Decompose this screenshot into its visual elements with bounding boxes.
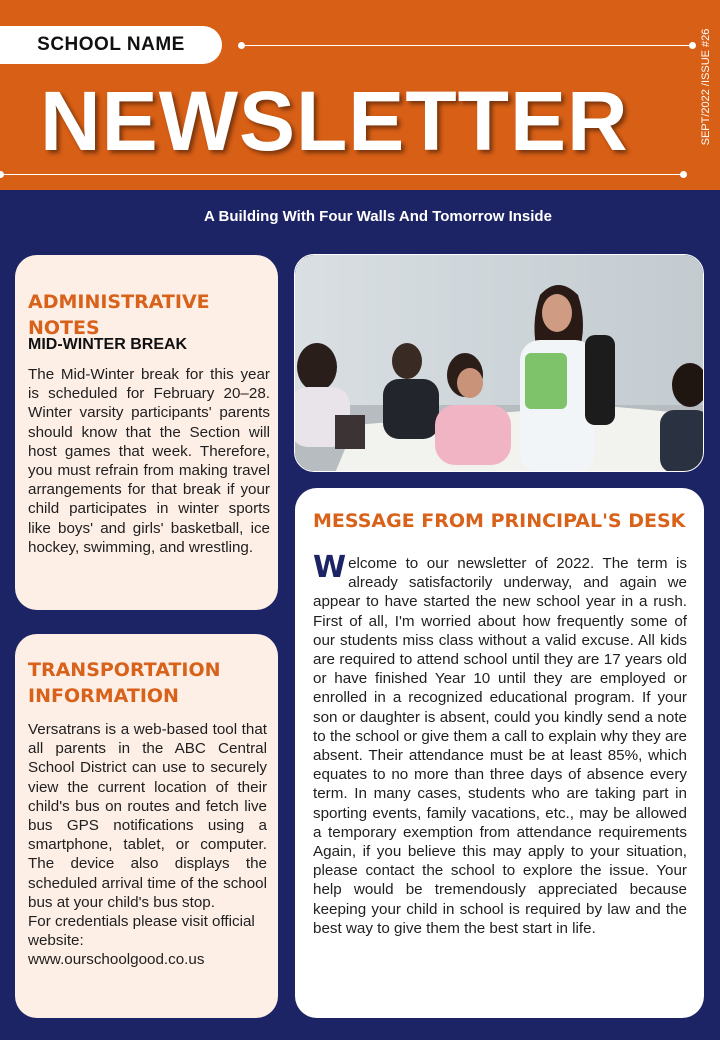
newsletter-title: NEWSLETTER [40, 74, 629, 168]
classroom-photo [294, 254, 704, 472]
principal-message-text: elcome to our newsletter of 2022. The term is already satisfactorily underway, and again we appear to have started the new school year in a rush. First of all, I'm worried about how frequently some of our students miss class without a valid excuse. All kids are required to attend school until they are 17 years old or have finished Year 10 until they are employed or enrolled in a recognized educational program. If your son or daughter is absent, could you kindly send a note to the school or give them a call to explain why they are absent. Their attendance must be at least 85%, which equates to no more than three days of absence every term. In many cases, students who are taking part in sporting events, family vacations, etc., may be allowed a temporary exemption from attendance requirements Again, if you believe this may apply to your situation, please contact the school to explore the issue. Your help would be tremendously appreciated because keeping your child in school is required by law and the best way to give them the best start in life. [313, 555, 687, 937]
principal-heading: MESSAGE FROM PRINCIPAL'S DESK [313, 510, 686, 532]
principal-message-body [313, 550, 687, 938]
credentials-text: For credentials please visit official website: [28, 913, 255, 950]
principal-message-card [295, 488, 704, 1018]
admin-notes-heading: ADMINISTRATIVE NOTES [28, 291, 210, 339]
website-link[interactable]: www.ourschoolgood.co.us [28, 951, 205, 969]
transportation-heading: TRANSPORTATION INFORMATION [28, 659, 221, 707]
dropcap-letter: W [313, 550, 347, 585]
transportation-card [15, 634, 278, 1018]
transportation-content [28, 720, 267, 970]
issue-label: SEPT/2022 /ISSUE #26 [700, 28, 712, 146]
school-name: SCHOOL NAME [37, 34, 185, 55]
newsletter-header [0, 0, 720, 190]
school-name-badge [0, 26, 222, 64]
transportation-body: Versatrans is a web-based tool that all parents in the ABC Central School District can use to securely view the current location of their child's bus on routes and fetch live bus GPS notifications using a smartphone, tablet, or computer. The device also displays the scheduled arrival time of the school bus at your child's bus stop. [28, 721, 267, 911]
admin-notes-body: The Mid-Winter break for this year is scheduled for February 20–28. Winter varsity participants' parents should know that the Section will host games that week. Therefore, you must refrain from making travel arrangements for that break if your child participates in winter sports like boys' and girls' basketball, ice hockey, swimming, and wrestling. [28, 366, 270, 556]
divider-dot [689, 42, 696, 49]
mid-winter-break-heading: MID-WINTER BREAK [28, 336, 188, 353]
divider-line-bottom [0, 174, 684, 175]
admin-notes-card [15, 255, 278, 610]
divider-line-top [242, 45, 692, 46]
tagline: A Building With Four Walls And Tomorrow Inside [204, 208, 552, 225]
divider-dot [680, 171, 687, 178]
